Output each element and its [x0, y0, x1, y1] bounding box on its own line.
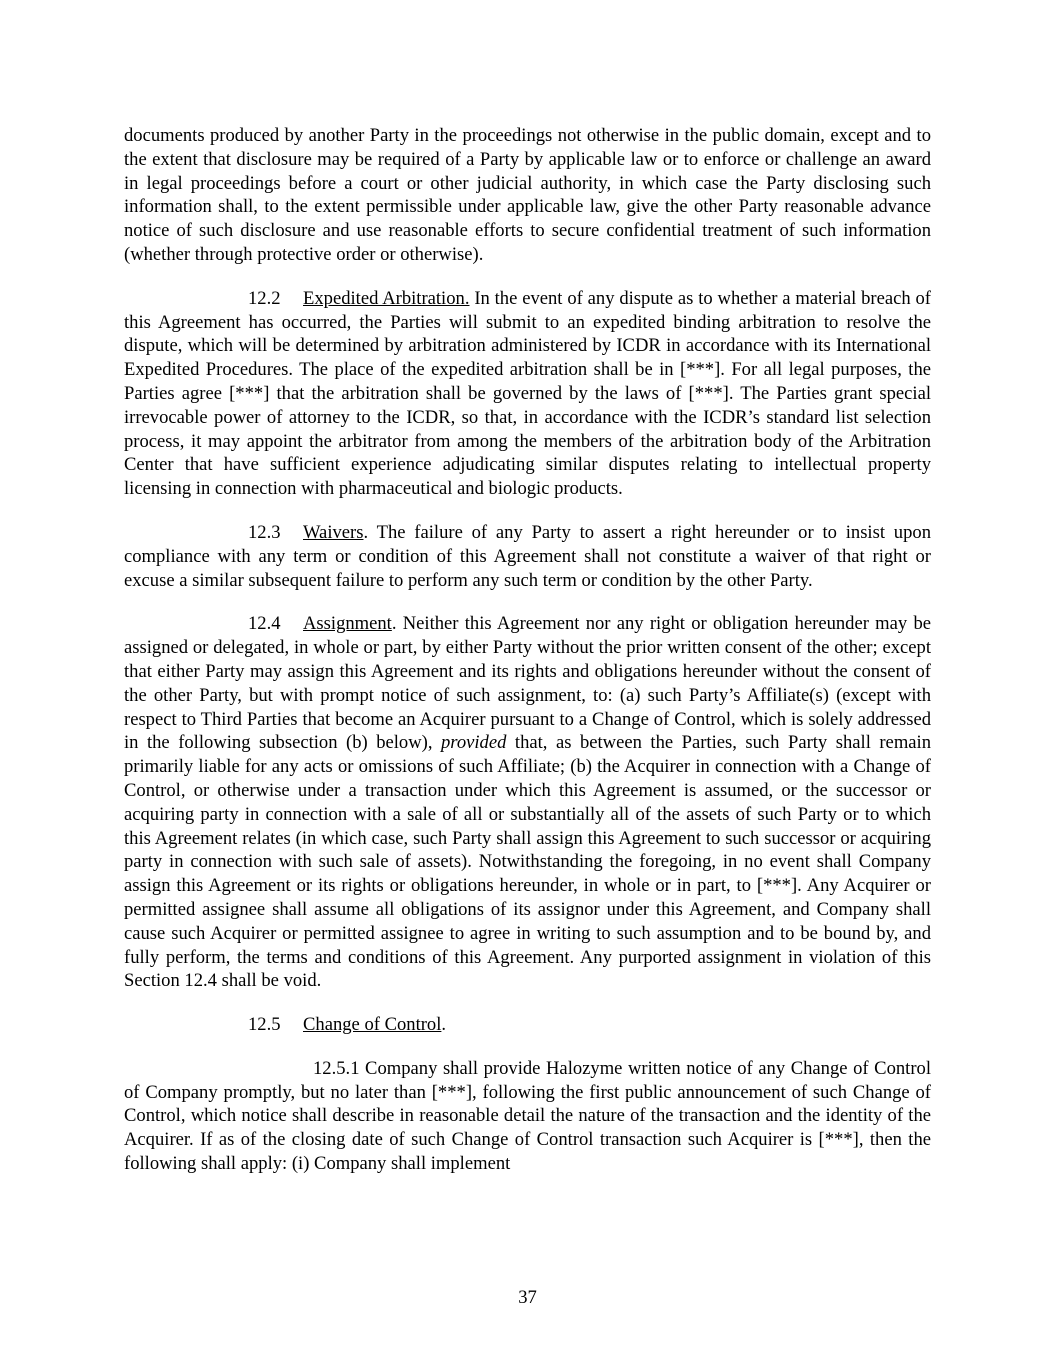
section-12-3: [124, 521, 931, 592]
paragraph-continued: documents produced by another Party in the proceedings not otherwise in the public domain, except and to the extent that disclosure may be required of a Party by applicable law or to enforce or challenge an award in legal proceedings before a court or other judicial authority, in which case the Party disclosing such information shall, to the extent permissible under applicable law, give the other Party reasonable advance notice of such disclosure and use reasonable efforts to secure confidential treatment of such information (whether through protective order or otherwise).: [124, 125, 931, 265]
section-text: . Neither this Agreement nor any right or obligation hereunder may be assigned or delegated, in whole or part, by either Party without the prior written consent of the other; except that either Party may assign this Agreement and its rights and obligations hereunder without the consent of the other Party, but with prompt notice of such assignment, to: (a) such Party’s Affiliate(s) (except with respect to Third Parties that become an Acquirer pursuant to a Change of Control, which is solely addressed in the following subsection (b) below),: [124, 613, 931, 754]
section-text-italic: provided: [441, 732, 507, 754]
section-text: Company shall provide Halozyme written notice of any Change of Control of Company promptly, but no later than [***], following the first public announcement of such Change of Control, which notice shall describe in reasonable detail the nature of the transaction and the identity of the Acquirer. If as of the closing date of such Change of Control transaction such Acquirer is [***], then the following shall apply: (i) Company shall implement: [124, 1057, 931, 1175]
section-title: Waivers: [303, 521, 364, 543]
section-text: In the event of any dispute as to whether a material breach of this Agreement has occurred, the Parties will submit to an expedited binding arbitration to resolve the dispute, which will be determined by arbitration administered by ICDR in accordance with its International Expedited Procedures. The place of the expedited arbitration shall be in [***]. For all legal purposes, the Parties agree [***] that the arbitration shall be governed by the laws of [***]. The Parties grant special irrevocable power of attorney to the ICDR, so that, in accordance with the ICDR’s standard list selection process, it may appoint the arbitrator from among the members of the arbitration body of the Arbitration Center that have sufficient experience adjudicating similar disputes relating to intellectual property licensing in connection with pharmaceutical and biologic products.: [124, 287, 931, 500]
section-12-4: [124, 612, 931, 993]
section-text: . The failure of any Party to assert a right hereunder or to insist upon compliance with any term or condition of this Agreement shall not constitute a waiver of that right or excuse a similar subsequent failure to perform any such term or condition by the other Party.: [124, 521, 931, 591]
section-title: Change of Control: [303, 1014, 442, 1036]
section-number: 12.5.1: [313, 1057, 360, 1079]
section-title: Expedited Arbitration.: [303, 287, 470, 309]
section-title: Assignment: [303, 613, 392, 635]
document-page: [124, 124, 931, 1196]
section-number: 12.5: [248, 1014, 281, 1036]
section-12-5: [124, 1013, 931, 1037]
page-number: 37: [518, 1287, 537, 1308]
section-12-5-1: [124, 1057, 931, 1176]
section-text: .: [441, 1014, 447, 1036]
section-number: 12.3: [248, 521, 281, 543]
section-12-2: [124, 287, 931, 501]
section-number: 12.2: [248, 287, 281, 309]
section-number: 12.4: [248, 613, 281, 635]
section-text: that, as between the Parties, such Party shall remain primarily liable for any acts or omissions of such Affiliate; (b) the Acquirer in connection with a Change of Control, or otherwise under a transaction under which this Agreement is assumed, or the successor or acquiring party in connection with a sale of all or substantially all of the assets of such Party or to which this Agreement relates (in which case, such Party shall assign this Agreement to such successor or acquiring party in connection with such sale of assets). Notwithstanding the foregoing, in no event shall Company assign this Agreement or its rights or obligations hereunder, in whole or in part, to [***]. Any Acquirer or permitted assignee shall assume all obligations of its assignor under this Agreement, and Company shall cause such Acquirer or permitted assignee to agree in writing to such assumption and to be bound by, and fully perform, the terms and conditions of this Agreement. Any purported assignment in violation of this Section 12.4 shall be void.: [124, 732, 931, 992]
